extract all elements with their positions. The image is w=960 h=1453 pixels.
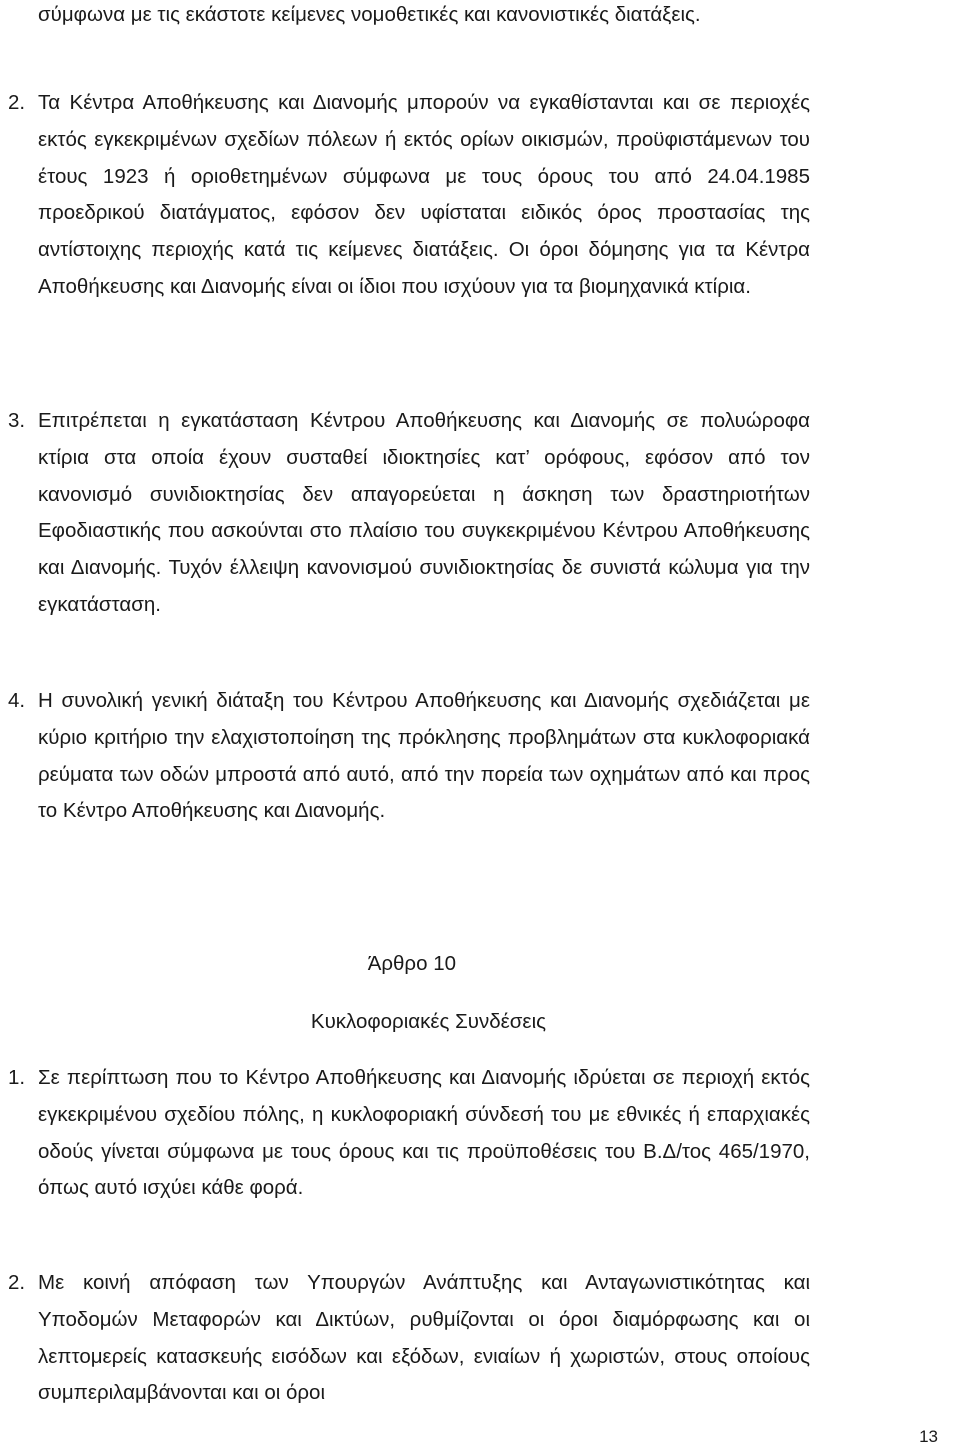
- article-item-2: 2. Με κοινή απόφαση των Υπουργών Ανάπτυξης και Ανταγωνιστικότητας και Υποδομών Μεταφορών και Δικτύων, ρυθμίζονται οι όροι διαμόρφωσης και οι λεπτομερείς κατασκευής εισόδων και εξόδων, ενιαίων ή χωριστών, στους οποίους συμπεριλαμβάνονται και οι όροι: [38, 1265, 810, 1412]
- article-title: Κυκλοφοριακές Συνδέσεις: [310, 1010, 546, 1033]
- list-item-text: Τα Κέντρα Αποθήκευσης και Διανομής μπορούν να εγκαθίστανται και σε περιοχές εκτός εγκεκριμένων σχεδίων πόλεων ή εκτός ορίων οικισμών, προϋφιστάμενων του έτους 1923 ή οριοθετημένων σύμφωνα με τους όρους του από 24.04.1985 προεδρικού διατάγματος, εφόσον δεν υφίσταται ειδικός όρος προστασίας της αντίστοιχης περιοχής κατά τις κείμενες διατάξεις. Οι όροι δόμησης για τα Κέντρα Αποθήκευσης και Διανομής είναι οι ίδιοι που ισχύουν για τα βιομηχανικά κτίρια.: [38, 91, 810, 298]
- list-item-text: Σε περίπτωση που το Κέντρο Αποθήκευσης και Διανομής ιδρύεται σε περιοχή εκτός εγκεκριμένου σχεδίου πόλης, η κυκλοφοριακή σύνδεσή του με εθνικές ή επαρχιακές οδούς γίνεται σύμφωνα με τους όρους και τις προϋποθέσεις του Β.Δ/τος 465/1970, όπως αυτό ισχύει κάθε φορά.: [38, 1066, 810, 1200]
- continuation-text: σύμφωνα με τις εκάστοτε κείμενες νομοθετικές και κανονιστικές διατάξεις.: [38, 3, 701, 26]
- article-number: Άρθρο 10: [367, 952, 456, 975]
- list-item-text: Η συνολική γενική διάταξη του Κέντρου Αποθήκευσης και Διανομής σχεδιάζεται με κύριο κριτήριο την ελαχιστοποίηση της πρόκλησης προβλημάτων στα κυκλοφοριακά ρεύματα των οδών μπροστά από αυτό, από την πορεία των οχημάτων από και προς το Κέντρο Αποθήκευσης και Διανομής.: [38, 689, 810, 823]
- list-item-3: 3. Επιτρέπεται η εγκατάσταση Κέντρου Αποθήκευσης και Διανομής σε πολυώροφα κτίρια στα οποία έχουν συσταθεί ιδιοκτησίες κατ’ ορόφους, εφόσον από τον κανονισμό συνιδιοκτησίας δεν απαγορεύεται η άσκηση των δραστηριοτήτων Εφοδιαστικής που ασκούνται στο πλαίσιο του συγκεκριμένου Κέντρου Αποθήκευσης και Διανομής. Τυχόν έλλειψη κανονισμού συνιδιοκτησίας δε συνιστά κώλυμα για την εγκατάσταση.: [38, 403, 810, 624]
- article-item-1: 1. Σε περίπτωση που το Κέντρο Αποθήκευσης και Διανομής ιδρύεται σε περιοχή εκτός εγκεκριμένου σχεδίου πόλης, η κυκλοφοριακή σύνδεσή του με εθνικές ή επαρχιακές οδούς γίνεται σύμφωνα με τους όρους και τις προϋποθέσεις του Β.Δ/τος 465/1970, όπως αυτό ισχύει κάθε φορά.: [38, 1060, 810, 1207]
- continuation-paragraph: [38, 0, 810, 34]
- list-item-2: 2. Τα Κέντρα Αποθήκευσης και Διανομής μπορούν να εγκαθίστανται και σε περιοχές εκτός εγκεκριμένων σχεδίων πόλεων ή εκτός ορίων οικισμών, προϋφιστάμενων του έτους 1923 ή οριοθετημένων σύμφωνα με τους όρους του από 24.04.1985 προεδρικού διατάγματος, εφόσον δεν υφίσταται ειδικός όρος προστασίας της αντίστοιχης περιοχής κατά τις κείμενες διατάξεις. Οι όροι δόμησης για τα Κέντρα Αποθήκευσης και Διανομής είναι οι ίδιοι που ισχύουν για τα βιομηχανικά κτίρια.: [38, 85, 810, 306]
- list-item-text: Με κοινή απόφαση των Υπουργών Ανάπτυξης και Ανταγωνιστικότητας και Υποδομών Μεταφορών και Δικτύων, ρυθμίζονται οι όροι διαμόρφωσης και οι λεπτομερείς κατασκευής εισόδων και εξόδων, ενιαίων ή χωριστών, στους οποίους συμπεριλαμβάνονται και οι όροι: [38, 1271, 810, 1405]
- page-number: 13: [919, 1427, 938, 1446]
- list-item-4: 4. Η συνολική γενική διάταξη του Κέντρου Αποθήκευσης και Διανομής σχεδιάζεται με κύριο κριτήριο την ελαχιστοποίηση της πρόκλησης προβλημάτων στα κυκλοφοριακά ρεύματα των οδών μπροστά από αυτό, από την πορεία των οχημάτων από και προς το Κέντρο Αποθήκευσης και Διανομής.: [38, 683, 810, 830]
- list-item-text: Επιτρέπεται η εγκατάσταση Κέντρου Αποθήκευσης και Διανομής σε πολυώροφα κτίρια στα οποία έχουν συσταθεί ιδιοκτησίες κατ’ ορόφους, εφόσον από τον κανονισμό συνιδιοκτησίας δεν απαγορεύεται η άσκηση των δραστηριοτήτων Εφοδιαστικής που ασκούνται στο πλαίσιο του συγκεκριμένου Κέντρου Αποθήκευσης και Διανομής. Τυχόν έλλειψη κανονισμού συνιδιοκτησίας δε συνιστά κώλυμα για την εγκατάσταση.: [38, 409, 810, 616]
